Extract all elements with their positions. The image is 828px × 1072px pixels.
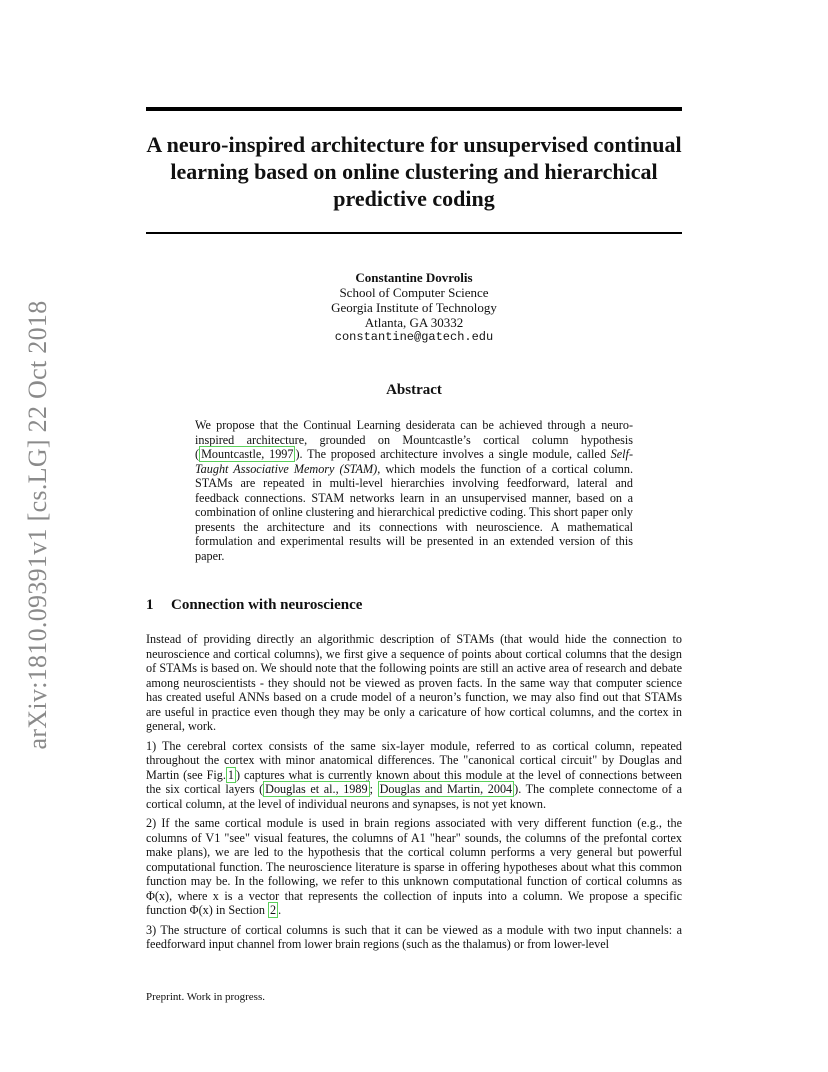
paragraph-intro: Instead of providing directly an algorithmic description of STAMs (that would hide the connection to neuroscience and cortical columns), we first give a sequence of points about cortical columns that the design of STAMs is based on. We should note that the following points are still an active area of research and debate among neuroscientists - they should not be viewed as proven facts. In the same way that computer science has created useful ANNs based on a crude model of a neuron’s function, we may also find out that STAMs are useful in practice even though they may be only a caricature of how cortical columns, and the cortex in general, work. [146,632,682,733]
citation-douglas-martin-2004[interactable]: Douglas and Martin, 2004 [379,782,513,796]
section-heading [146,597,362,614]
arxiv-identifier: arXiv:1810.09391v1 [cs.LG] 22 Oct 2018 [23,300,52,750]
abstract-part1: We propose that the Continual Learning desiderata can be achieved through a neuro-inspired architecture, grounded on Mountcastle’s cortical column hypothesis ( [195,418,633,461]
point2-text-b: . [278,903,282,917]
abstract-heading: Abstract [386,382,442,398]
author-affiliation-institute: Georgia Institute of Technology [331,300,497,315]
paper-title: A neuro-inspired architecture for unsupervised continual learning based on online clustering and hierarchical predictive coding [146,132,682,211]
point1-text-a: 1) The cerebral cortex consists of the same six-layer module, referred to as cortical column, repeated throughout the cortex with minor anatomical differences. The "canonical cortical circuit" by Douglas and Martin (see Fig. [146,738,682,782]
paragraph-point-1 [146,739,682,812]
author-block [146,270,682,345]
section-body [146,632,682,957]
author-address: Atlanta, GA 30332 [364,315,464,330]
author-email[interactable]: constantine@gatech.edu [334,330,494,344]
citation-mountcastle[interactable]: Mountcastle, 1997 [201,447,294,461]
author-affiliation-school: School of Computer Science [339,285,489,300]
author-name: Constantine Dovrolis [355,270,473,285]
abstract-part2: ). The proposed architecture involves a single module, called [295,447,611,461]
title-bottom-rule [146,232,682,234]
arxiv-sidebar-stamp [18,290,58,760]
paragraph-point-2 [146,816,682,918]
citation-douglas-1989[interactable]: Douglas et al., 1989 [265,782,368,796]
paragraph-point-3: 3) The structure of cortical columns is such that it can be viewed as a module with two input channels: a feedforward input channel from lower brain regions (such as the thalamus) or from lower-level [146,922,682,951]
figure-ref-1[interactable]: 1 [227,767,235,782]
point1-text-b: ) captures what is currently known about this module at the level of connections between the six cortical layers ( [146,767,682,796]
title-top-rule [146,107,682,111]
abstract-stam-term: Self-Taught Associative Memory (STAM) [195,447,634,476]
abstract-part3: , which models the function of a cortical column. STAMs are repeated in multi-level hierarchies involving feedforward, lateral and feedback connections. STAM networks learn in an unsupervised manner, based on a combination of online clustering and hierarchical predictive coding. This short paper only presents the architecture and its connections with neuroscience. A mathematical formulation and experimental results will be presented in an extended version of this paper. [195,461,633,563]
point2-text-a: 2) If the same cortical module is used in brain regions associated with very different function (e.g., the columns of V1 "see" visual features, the columns of A1 "hear" sounds, the columns of the prefontal cortex make plans), we are led to the hypothesis that the cortical column performs a very general but powerful computational function. The neuroscience literature is sparse in offering hypotheses about what this common function may be. In the following, we refer to this unknown computational function of cortical columns as Φ(x), where x is a vector that represents the collection of inputs into a column. We propose a specific function Φ(x) in Section [146,816,682,917]
section-ref-2[interactable]: 2 [269,903,277,917]
point1-text-d: ). The complete connectome of a cortical column, at the level of individual neurons and synapses, is not yet known. [146,782,683,811]
abstract-text [195,418,633,563]
footer-note: Preprint. Work in progress. [146,991,265,1003]
section-number: 1 [146,597,154,613]
point1-text-c: ; [369,782,378,796]
section-title: Connection with neuroscience [171,597,363,613]
